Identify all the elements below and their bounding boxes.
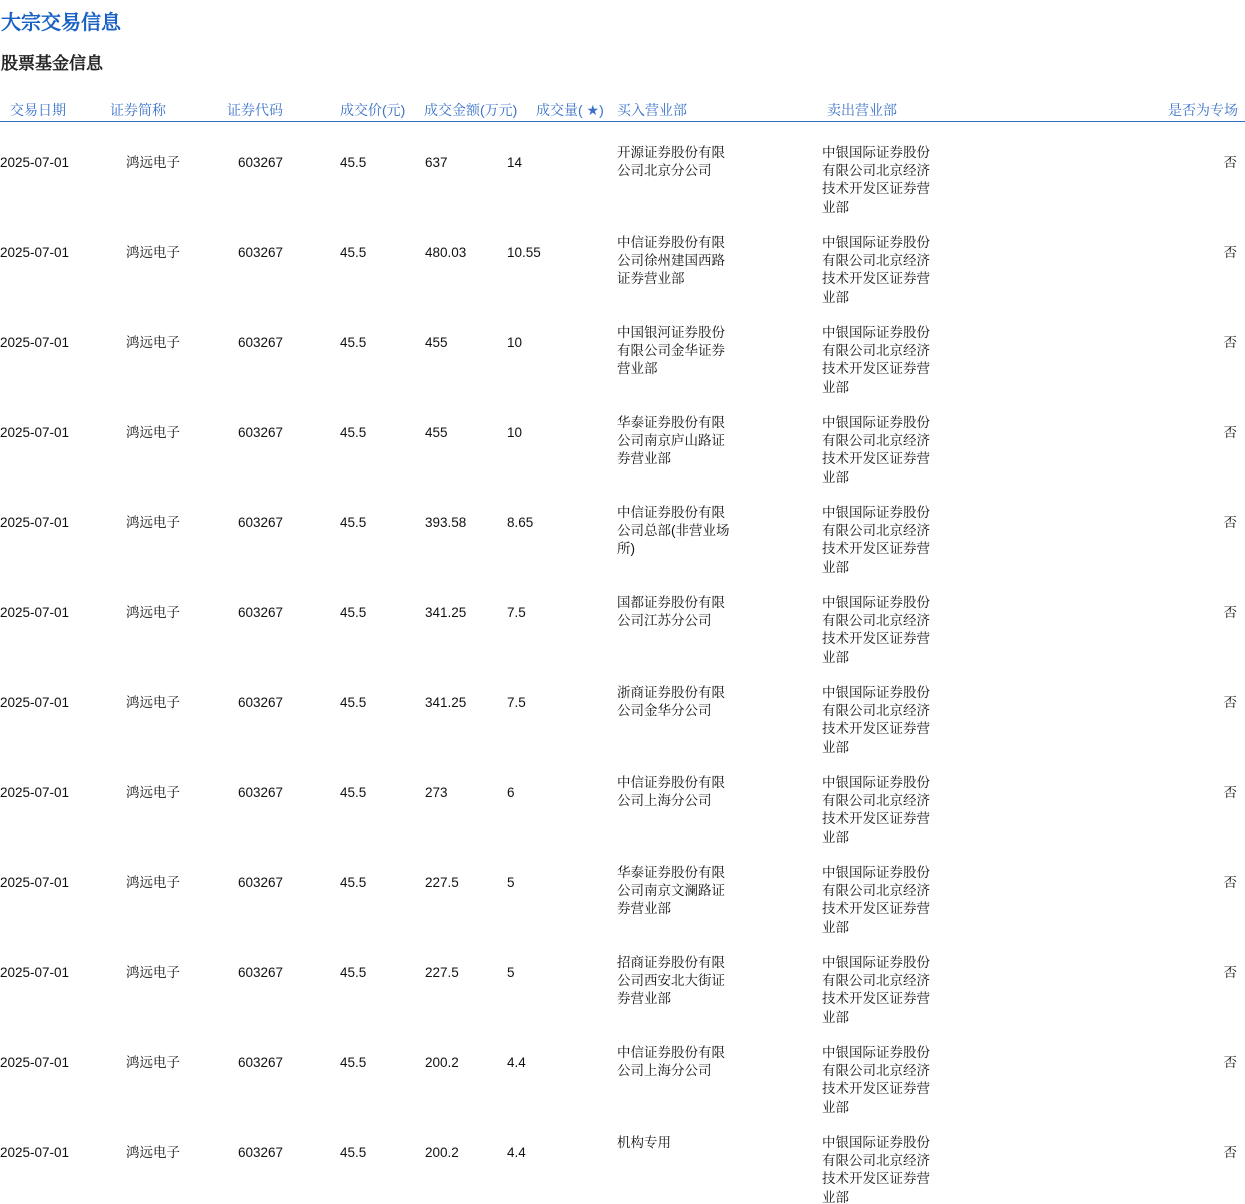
- cell-is-special: 否: [1223, 155, 1237, 170]
- cell-volume: 10: [507, 425, 523, 440]
- cell-security-name: 鸿远电子: [126, 1145, 180, 1160]
- cell-sell-branch: 中银国际证券股份有限公司北京经济技术开发区证券营业部: [822, 145, 930, 215]
- cell-trade-date: 2025-07-01: [0, 425, 70, 440]
- cell-amount: 637: [425, 155, 448, 170]
- cell-amount: 273: [425, 785, 448, 800]
- cell-trade-date: 2025-07-01: [0, 1055, 70, 1070]
- cell-price: 45.5: [340, 695, 367, 710]
- section-subtitle: 股票基金信息: [1, 54, 103, 73]
- cell-security-name: 鸿远电子: [126, 1055, 180, 1070]
- cell-buy-branch: 中国银河证券股份有限公司金华证券营业部: [617, 325, 725, 377]
- cell-volume: 14: [507, 155, 523, 170]
- cell-price: 45.5: [340, 335, 367, 350]
- cell-sell-branch: 中银国际证券股份有限公司北京经济技术开发区证券营业部: [822, 685, 930, 755]
- cell-buy-branch: 中信证券股份有限公司上海分公司: [617, 775, 725, 809]
- cell-security-code: 603267: [238, 695, 284, 710]
- cell-volume: 5: [507, 965, 515, 980]
- table-row: [0, 135, 1245, 225]
- cell-amount: 341.25: [425, 605, 467, 620]
- cell-amount: 455: [425, 335, 448, 350]
- cell-security-name: 鸿远电子: [126, 155, 180, 170]
- cell-buy-branch: 中信证券股份有限公司总部(非营业场所): [617, 505, 730, 557]
- cell-sell-branch: 中银国际证券股份有限公司北京经济技术开发区证券营业部: [822, 505, 930, 575]
- cell-is-special: 否: [1223, 695, 1237, 710]
- cell-sell-branch: 中银国际证券股份有限公司北京经济技术开发区证券营业部: [822, 955, 930, 1025]
- cell-security-name: 鸿远电子: [126, 335, 180, 350]
- cell-trade-date: 2025-07-01: [0, 1145, 70, 1160]
- cell-sell-branch: 中银国际证券股份有限公司北京经济技术开发区证券营业部: [822, 1135, 930, 1204]
- table-row: [0, 315, 1245, 405]
- table-row: [0, 765, 1245, 855]
- cell-price: 45.5: [340, 245, 367, 260]
- cell-trade-date: 2025-07-01: [0, 695, 70, 710]
- col-header-trade-date: 交易日期: [10, 102, 66, 118]
- cell-price: 45.5: [340, 875, 367, 890]
- table-row: [0, 1035, 1245, 1125]
- cell-sell-branch: 中银国际证券股份有限公司北京经济技术开发区证券营业部: [822, 1045, 930, 1115]
- cell-sell-branch: 中银国际证券股份有限公司北京经济技术开发区证券营业部: [822, 775, 930, 845]
- cell-security-name: 鸿远电子: [126, 245, 180, 260]
- cell-security-code: 603267: [238, 515, 284, 530]
- page-title: 大宗交易信息: [1, 12, 121, 34]
- col-header-security-code: 证券代码: [227, 102, 283, 118]
- cell-volume: 7.5: [507, 605, 526, 620]
- cell-is-special: 否: [1223, 605, 1237, 620]
- cell-volume: 7.5: [507, 695, 526, 710]
- cell-volume: 10.55: [507, 245, 541, 260]
- cell-volume: 10: [507, 335, 523, 350]
- cell-sell-branch: 中银国际证券股份有限公司北京经济技术开发区证券营业部: [822, 595, 930, 665]
- cell-is-special: 否: [1223, 1055, 1237, 1070]
- cell-is-special: 否: [1223, 425, 1237, 440]
- cell-price: 45.5: [340, 605, 367, 620]
- cell-amount: 227.5: [425, 875, 459, 890]
- cell-security-name: 鸿远电子: [126, 695, 180, 710]
- cell-trade-date: 2025-07-01: [0, 965, 70, 980]
- cell-price: 45.5: [340, 1055, 367, 1070]
- cell-price: 45.5: [340, 1145, 367, 1160]
- cell-price: 45.5: [340, 515, 367, 530]
- cell-trade-date: 2025-07-01: [0, 245, 70, 260]
- cell-security-name: 鸿远电子: [126, 605, 180, 620]
- cell-amount: 200.2: [425, 1055, 459, 1070]
- table-row: [0, 945, 1245, 1035]
- cell-trade-date: 2025-07-01: [0, 785, 70, 800]
- cell-buy-branch: 中信证券股份有限公司徐州建国西路证券营业部: [617, 235, 725, 287]
- cell-buy-branch: 国都证券股份有限公司江苏分公司: [617, 595, 725, 629]
- cell-security-code: 603267: [238, 965, 284, 980]
- cell-buy-branch: 机构专用: [617, 1135, 671, 1150]
- cell-amount: 455: [425, 425, 448, 440]
- cell-trade-date: 2025-07-01: [0, 335, 70, 350]
- col-header-buy-branch: 买入营业部: [617, 102, 687, 118]
- cell-amount: 341.25: [425, 695, 467, 710]
- cell-security-name: 鸿远电子: [126, 965, 180, 980]
- cell-volume: 6: [507, 785, 515, 800]
- cell-security-code: 603267: [238, 245, 284, 260]
- table-row: [0, 405, 1245, 495]
- cell-buy-branch: 浙商证券股份有限公司金华分公司: [617, 685, 725, 719]
- cell-sell-branch: 中银国际证券股份有限公司北京经济技术开发区证券营业部: [822, 325, 930, 395]
- cell-trade-date: 2025-07-01: [0, 515, 70, 530]
- cell-volume: 4.4: [507, 1055, 526, 1070]
- cell-volume: 8.65: [507, 515, 534, 530]
- table-row: [0, 495, 1245, 585]
- cell-security-code: 603267: [238, 425, 284, 440]
- cell-is-special: 否: [1223, 785, 1237, 800]
- cell-buy-branch: 招商证券股份有限公司西安北大街证券营业部: [617, 955, 725, 1007]
- cell-trade-date: 2025-07-01: [0, 605, 70, 620]
- col-header-volume: 成交量( ★): [536, 102, 604, 118]
- cell-is-special: 否: [1223, 1145, 1237, 1160]
- table-row: [0, 1125, 1245, 1204]
- cell-security-name: 鸿远电子: [126, 875, 180, 890]
- cell-buy-branch: 华泰证券股份有限公司南京文澜路证券营业部: [617, 865, 725, 917]
- col-header-price: 成交价(元): [340, 102, 406, 118]
- cell-volume: 5: [507, 875, 515, 890]
- cell-trade-date: 2025-07-01: [0, 875, 70, 890]
- cell-security-code: 603267: [238, 785, 284, 800]
- cell-security-code: 603267: [238, 605, 284, 620]
- table-header-row: [0, 97, 1245, 122]
- cell-sell-branch: 中银国际证券股份有限公司北京经济技术开发区证券营业部: [822, 865, 930, 935]
- col-header-amount: 成交金额(万元): [424, 102, 518, 118]
- cell-is-special: 否: [1223, 515, 1237, 530]
- cell-amount: 227.5: [425, 965, 459, 980]
- cell-security-name: 鸿远电子: [126, 785, 180, 800]
- cell-security-code: 603267: [238, 1145, 284, 1160]
- cell-security-name: 鸿远电子: [126, 425, 180, 440]
- cell-sell-branch: 中银国际证券股份有限公司北京经济技术开发区证券营业部: [822, 415, 930, 485]
- cell-price: 45.5: [340, 155, 367, 170]
- table-body: [0, 135, 1245, 1204]
- cell-amount: 393.58: [425, 515, 467, 530]
- cell-security-code: 603267: [238, 1055, 284, 1070]
- cell-is-special: 否: [1223, 245, 1237, 260]
- cell-volume: 4.4: [507, 1145, 526, 1160]
- cell-price: 45.5: [340, 965, 367, 980]
- table-row: [0, 675, 1245, 765]
- cell-is-special: 否: [1223, 875, 1237, 890]
- cell-amount: 200.2: [425, 1145, 459, 1160]
- cell-price: 45.5: [340, 425, 367, 440]
- cell-security-code: 603267: [238, 875, 284, 890]
- cell-price: 45.5: [340, 785, 367, 800]
- table-row: [0, 585, 1245, 675]
- col-header-sell-branch: 卖出营业部: [827, 102, 897, 118]
- cell-buy-branch: 中信证券股份有限公司上海分公司: [617, 1045, 725, 1079]
- cell-is-special: 否: [1223, 335, 1237, 350]
- cell-security-code: 603267: [238, 335, 284, 350]
- cell-sell-branch: 中银国际证券股份有限公司北京经济技术开发区证券营业部: [822, 235, 930, 305]
- cell-is-special: 否: [1223, 965, 1237, 980]
- cell-amount: 480.03: [425, 245, 467, 260]
- table-row: [0, 855, 1245, 945]
- cell-buy-branch: 开源证券股份有限公司北京分公司: [617, 145, 725, 179]
- cell-security-name: 鸿远电子: [126, 515, 180, 530]
- col-header-security-name: 证券简称: [110, 102, 166, 118]
- cell-security-code: 603267: [238, 155, 284, 170]
- table-row: [0, 225, 1245, 315]
- cell-trade-date: 2025-07-01: [0, 155, 70, 170]
- col-header-is-special: 是否为专场: [1168, 102, 1238, 118]
- cell-buy-branch: 华泰证券股份有限公司南京庐山路证券营业部: [617, 415, 725, 467]
